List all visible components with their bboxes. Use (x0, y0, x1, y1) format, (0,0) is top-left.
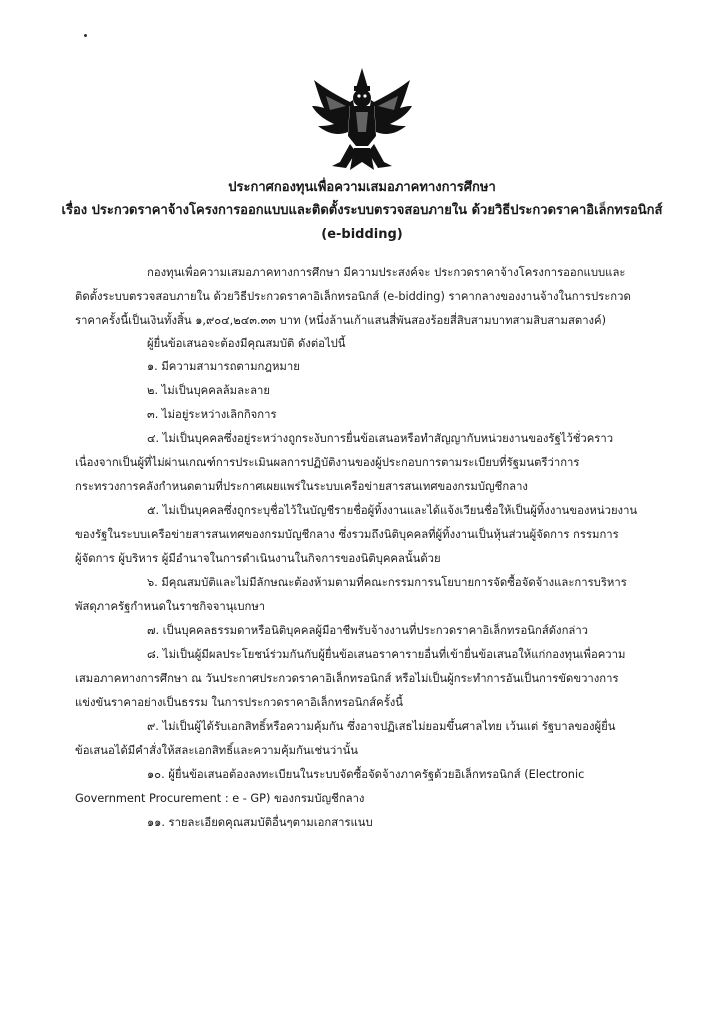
qualification-item-4-cont: เนื่องจากเป็นผู้ที่ไม่ผ่านเกณฑ์การประเมินผลการปฏิบัติงานของผู้ประกอบการตามระเบียบที่รัฐมนตรีว่าการ (75, 456, 580, 469)
qualification-item-5: ๕. ไม่เป็นบุคคลซึ่งถูกระบุชื่อไว้ในบัญชีรายชื่อผู้ทิ้งงานและได้แจ้งเวียนชื่อให้เป็นผู้ทิ้งงานของหน่วยงาน (147, 504, 638, 517)
qualification-item-6-cont: พัสดุภาครัฐกำหนดในราชกิจจานุเบกษา (75, 600, 266, 613)
qualification-item-10-cont: Government Procurement : e - GP) ของกรมบัญชีกลาง (75, 792, 365, 805)
qualification-item-1: ๑. มีความสามารถตามกฎหมาย (147, 360, 300, 373)
qualification-item-10: ๑๐. ผู้ยื่นข้อเสนอต้องลงทะเบียนในระบบจัดซื้อจัดจ้างภาครัฐด้วยอิเล็กทรอนิกส์ (Electronic (147, 768, 585, 781)
announcement-body (75, 0, 675, 1024)
qualification-item-9-cont: ข้อเสนอได้มีคำสั่งให้สละเอกสิทธิ์และความคุ้มกันเช่นว่านั้น (75, 744, 359, 757)
announcement-title: ประกาศกองทุนเพื่อความเสมอภาคทางการศึกษา (228, 180, 496, 195)
qualification-item-7: ๗. เป็นบุคคลธรรมดาหรือนิติบุคคลผู้มีอาชีพรับจ้างงานที่ประกวดราคาอิเล็กทรอนิกส์ดังกล่าว (147, 624, 589, 637)
qualification-item-5-cont: ผู้จัดการ ผู้บริหาร ผู้มีอำนาจในการดำเนินงานในกิจการของนิติบุคคลนั้นด้วย (75, 552, 441, 565)
qualification-item-4: ๔. ไม่เป็นบุคคลซึ่งอยู่ระหว่างถูกระงับการยื่นข้อเสนอหรือทำสัญญากับหน่วยงานของรัฐไว้ชั่วคราว (147, 432, 614, 445)
qualification-item-8-cont: เสมอภาคทางการศึกษา ณ วันประกาศประกวดราคาอิเล็กทรอนิกส์ หรือไม่เป็นผู้กระทำการอันเป็นการขัดขวางการ (75, 672, 619, 685)
qualification-item-8-cont: แข่งขันราคาอย่างเป็นธรรม ในการประกวดราคาอิเล็กทรอนิกส์ครั้งนี้ (75, 696, 404, 709)
intro-line: ราคาครั้งนี้เป็นเงินทั้งสิ้น ๑,๙๐๔,๒๔๓.๓๓ บาท (หนึ่งล้านเก้าแสนสี่พันสองร้อยสี่สิบสามบาทสามสิบสามสตางค์) (75, 314, 607, 327)
intro-line: กองทุนเพื่อความเสมอภาคทางการศึกษา มีความประสงค์จะ ประกวดราคาจ้างโครงการออกแบบและ (147, 266, 626, 279)
qualification-item-6: ๖. มีคุณสมบัติและไม่มีลักษณะต้องห้ามตามที่คณะกรรมการนโยบายการจัดซื้อจัดจ้างและการบริหาร (147, 576, 627, 589)
qualifications-heading: ผู้ยื่นข้อเสนอจะต้องมีคุณสมบัติ ดังต่อไปนี้ (147, 337, 346, 350)
announcement-subject: เรื่อง ประกวดราคาจ้างโครงการออกแบบและติดตั้งระบบตรวจสอบภายใน ด้วยวิธีประกวดราคาอิเล็กทรอนิกส์ (61, 203, 663, 218)
qualification-item-5-cont: ของรัฐในระบบเครือข่ายสารสนเทศของกรมบัญชีกลาง ซึ่งรวมถึงนิติบุคคลที่ผู้ทิ้งงานเป็นหุ้นส่วนผู้จัดการ กรรมการ (75, 528, 619, 541)
qualification-item-2: ๒. ไม่เป็นบุคคลล้มละลาย (147, 384, 270, 397)
qualification-item-8: ๘. ไม่เป็นผู้มีผลประโยชน์ร่วมกันกับผู้ยื่นข้อเสนอราคารายอื่นที่เข้ายื่นข้อเสนอให้แก่กองทุนเพื่อความ (147, 648, 626, 661)
intro-line: ติดตั้งระบบตรวจสอบภายใน ด้วยวิธีประกวดราคาอิเล็กทรอนิกส์ (e-bidding) ราคากลางของงานจ้างในการประกวด (75, 290, 631, 303)
qualification-item-4-cont: กระทรวงการคลังกำหนดตามที่ประกาศเผยแพร่ในระบบเครือข่ายสารสนเทศของกรมบัญชีกลาง (75, 480, 528, 493)
qualification-item-3: ๓. ไม่อยู่ระหว่างเลิกกิจการ (147, 408, 277, 421)
announcement-method: (e-bidding) (321, 227, 403, 242)
qualification-item-11: ๑๑. รายละเอียดคุณสมบัติอื่นๆตามเอกสารแนบ (147, 816, 373, 829)
qualification-item-9: ๙. ไม่เป็นผู้ได้รับเอกสิทธิ์หรือความคุ้มกัน ซึ่งอาจปฏิเสธไม่ยอมขึ้นศาลไทย เว้นแต่ รัฐบาลของผู้ยื่น (147, 720, 616, 733)
